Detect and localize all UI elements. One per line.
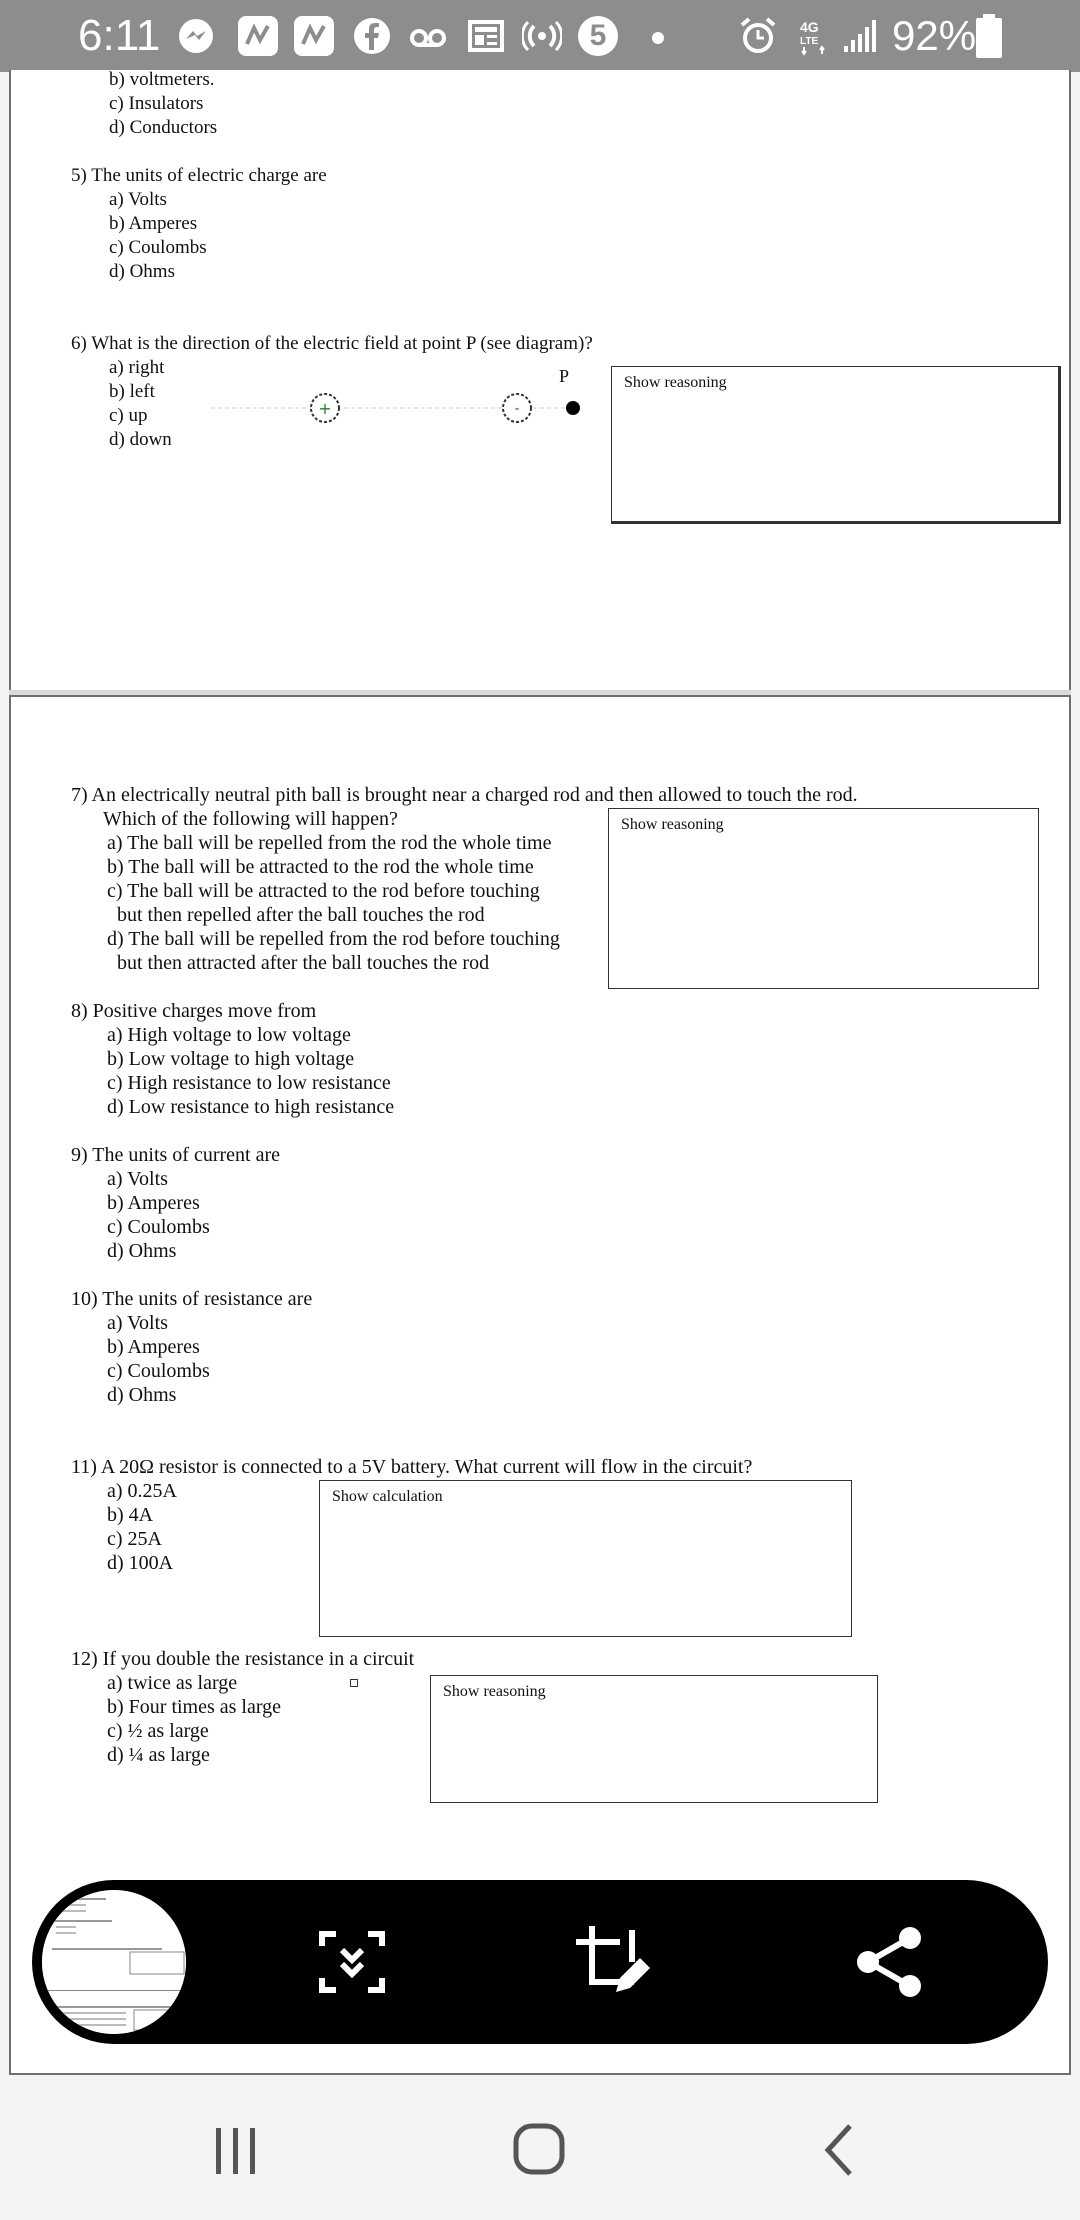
- q8-option-a: a) High voltage to low voltage: [107, 1024, 351, 1046]
- q11-option-c: c) 25A: [107, 1528, 162, 1550]
- dot-icon: [642, 16, 682, 56]
- home-icon[interactable]: [500, 2116, 580, 2186]
- q12-option-a: a) twice as large: [107, 1672, 238, 1694]
- q4-option-b: b) voltmeters.: [109, 69, 215, 90]
- q6-option-d: d) down: [109, 429, 172, 450]
- signal-icon: [840, 16, 880, 56]
- q6-reasoning-label: Show reasoning: [624, 374, 727, 391]
- q12-option-d: d) ¼ as large: [107, 1744, 210, 1766]
- q12-reasoning-box: [430, 1675, 878, 1803]
- q8-option-b: b) Low voltage to high voltage: [107, 1048, 355, 1070]
- point-p-label: P: [559, 366, 570, 386]
- q8-question: 8) Positive charges move from: [71, 1000, 317, 1022]
- q9-question: 9) The units of current are: [71, 1144, 280, 1166]
- q6-reasoning-box: [611, 366, 1061, 524]
- charge-diagram: [211, 366, 611, 426]
- q7-reasoning-box: [608, 808, 1039, 989]
- q10-option-c: c) Coulombs: [107, 1360, 210, 1382]
- svg-text:+: +: [318, 399, 332, 418]
- q5-option-c: c) Coulombs: [109, 237, 207, 258]
- crop-edit-icon[interactable]: [572, 1922, 652, 2002]
- q11-option-d: d) 100A: [107, 1552, 174, 1574]
- messenger-icon: [176, 16, 216, 56]
- q7-option-c-cont: but then repelled after the ball touches the rod: [117, 904, 485, 926]
- q11-question: 11) A 20Ω resistor is connected to a 5V battery. What current will flow in the circuit?: [71, 1456, 753, 1478]
- q9-option-a: a) Volts: [107, 1168, 168, 1190]
- status-bar: [0, 0, 1080, 72]
- screenshot-thumbnail[interactable]: [36, 1884, 192, 2040]
- navigation-bar: [0, 2076, 1080, 2220]
- q12-option-b: b) Four times as large: [107, 1696, 282, 1718]
- q4-option-c: c) Insulators: [109, 93, 204, 114]
- q6-option-b: b) left: [109, 381, 155, 402]
- q12-reasoning-label: Show reasoning: [443, 1683, 546, 1700]
- q5-option-d: d) Ohms: [109, 261, 175, 282]
- share-icon[interactable]: [850, 1922, 930, 2002]
- q12-question: 12) If you double the resistance in a circuit: [71, 1648, 415, 1670]
- q10-option-b: b) Amperes: [107, 1336, 200, 1358]
- svg-text:-: -: [514, 401, 520, 417]
- q6-option-a: a) right: [109, 357, 165, 378]
- q9-option-b: b) Amperes: [107, 1192, 200, 1214]
- voicemail-icon: [408, 16, 448, 56]
- q7-question-line2: Which of the following will happen?: [103, 808, 398, 830]
- svg-text:LTE: LTE: [800, 36, 819, 47]
- alarm-icon: [738, 16, 778, 56]
- q7-option-d-cont: but then attracted after the ball touches the rod: [117, 952, 490, 974]
- app-pill-icon: [294, 16, 334, 56]
- q9-option-d: d) Ohms: [107, 1240, 177, 1262]
- q7-question-line1: 7) An electrically neutral pith ball is brought near a charged rod and then allowed to touch the rod.: [71, 784, 858, 806]
- q10-option-d: d) Ohms: [107, 1384, 177, 1406]
- svg-text:4G: 4G: [800, 19, 819, 35]
- recent-apps-icon[interactable]: [196, 2116, 276, 2186]
- q11-calculation-box: [319, 1480, 852, 1637]
- battery-icon: [974, 14, 1004, 58]
- q7-option-c: c) The ball will be attracted to the rod before touching: [107, 880, 540, 902]
- q7-reasoning-label: Show reasoning: [621, 816, 724, 833]
- notification-count: 5: [589, 19, 607, 52]
- q7-option-b: b) The ball will be attracted to the rod the whole time: [107, 856, 534, 878]
- back-icon[interactable]: [800, 2116, 880, 2186]
- q6-option-c: c) up: [109, 405, 148, 426]
- q8-option-c: c) High resistance to low resistance: [107, 1072, 391, 1094]
- q9-option-c: c) Coulombs: [107, 1216, 210, 1238]
- q5-option-a: a) Volts: [109, 189, 167, 210]
- q10-question: 10) The units of resistance are: [71, 1288, 313, 1310]
- q11-calculation-label: Show calculation: [332, 1488, 443, 1505]
- battery-percent: 92%: [892, 12, 977, 59]
- radio-icon: [522, 16, 562, 56]
- q5-option-b: b) Amperes: [109, 213, 198, 234]
- screenshot-toolbar: [32, 1880, 1048, 2044]
- q8-option-d: d) Low resistance to high resistance: [107, 1096, 395, 1118]
- q7-option-a: a) The ball will be repelled from the rod the whole time: [107, 832, 552, 854]
- q6-question: 6) What is the direction of the electric field at point P (see diagram)?: [71, 333, 593, 354]
- scroll-capture-icon[interactable]: [312, 1922, 392, 2002]
- q4-option-d: d) Conductors: [109, 117, 218, 138]
- news-icon: [466, 16, 506, 56]
- q10-option-a: a) Volts: [107, 1312, 168, 1334]
- number-badge-icon: [578, 16, 618, 56]
- q11-option-b: b) 4A: [107, 1504, 154, 1526]
- small-square-mark: [350, 1679, 358, 1687]
- q7-option-d: d) The ball will be repelled from the rod before touching: [107, 928, 560, 950]
- app-pill-icon: [238, 16, 278, 56]
- document-page: [9, 70, 1071, 692]
- status-time: 6:11: [78, 11, 161, 60]
- facebook-icon: [352, 16, 392, 56]
- thumbnail-preview: [42, 1890, 186, 2034]
- q11-option-a: a) 0.25A: [107, 1480, 177, 1502]
- document-page: [9, 695, 1071, 2075]
- q12-option-c: c) ½ as large: [107, 1720, 209, 1742]
- 4g-lte-icon: [794, 16, 834, 56]
- point-p-marker: [566, 401, 580, 415]
- q5-question: 5) The units of electric charge are: [71, 165, 327, 186]
